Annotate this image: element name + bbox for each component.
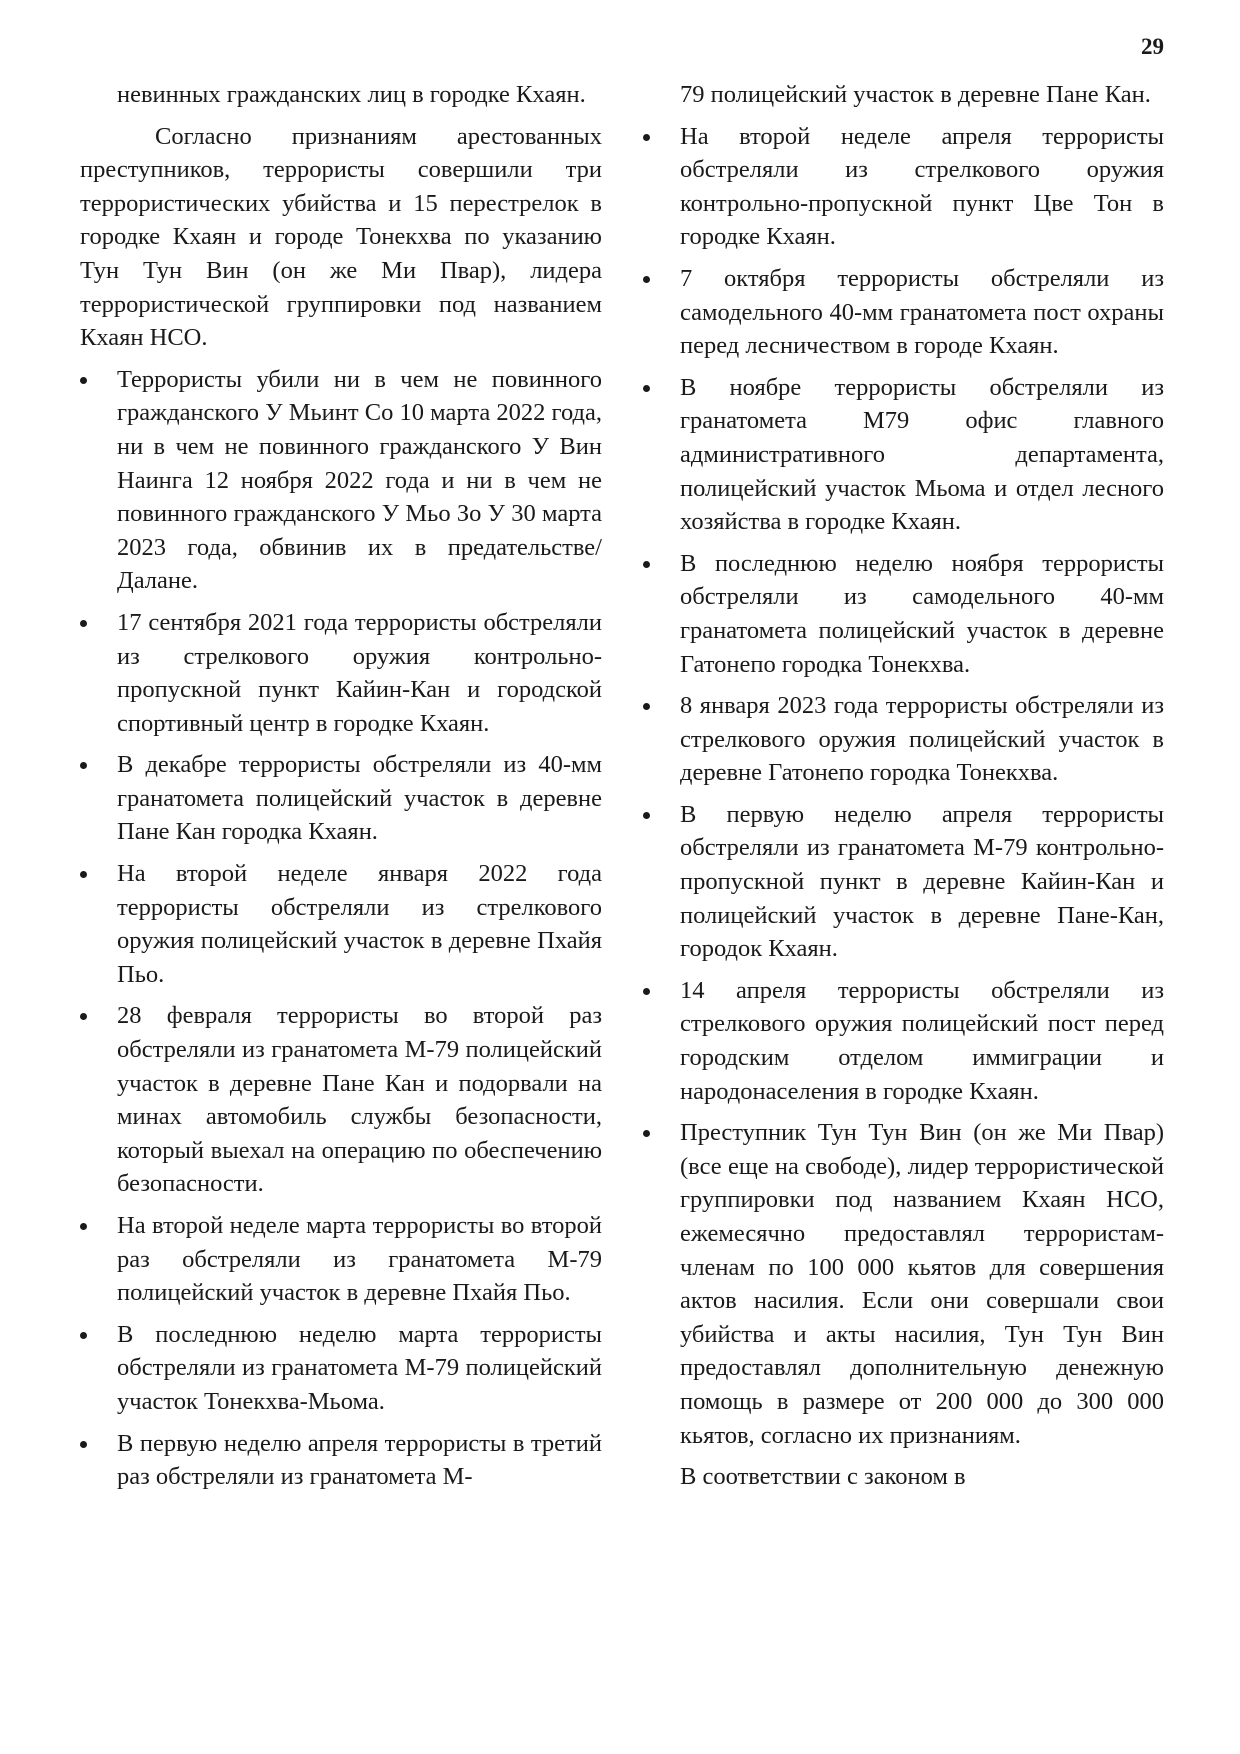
left-bullet-list <box>80 363 602 1494</box>
list-item: Террористы убили ни в чем не повинного гражданского У Мьинт Со 10 марта 2022 года, ни в чем не повинного гражданского У Вин Наинга 12 ноября 2022 года и ни в чем не повинного гражданского У Мьо Зо У 30 марта 2023 года, обвинив их в предательстве/ Далане. <box>80 363 602 598</box>
list-item: На второй неделе апреля террористы обстреляли из стрелкового оружия контрольно-пропускной пункт Цве Тон в городке Кхаян. <box>643 120 1164 254</box>
intro-paragraph: Согласно признаниям арестованных преступников, террористы совершили три террористических убийства и 15 перестрелок в городке Кхаян и городе Тонекхва по указанию Тун Тун Вин (он же Ми Пвар), лидера террористической группировки под названием Кхаян НСО. <box>80 122 602 352</box>
list-item: В последнюю неделю ноября террористы обстреляли из самодельного 40-мм гранатомета полицейский участок в деревне Гатонепо городка Тонекхва. <box>643 547 1164 681</box>
list-item: 8 января 2023 года террористы обстреляли из стрелкового оружия полицейский участок в деревне Гатонепо городка Тонекхва. <box>643 689 1164 790</box>
list-item: 17 сентября 2021 года террористы обстреляли из стрелкового оружия контрольно-пропускной пункт Кайин-Кан и городской спортивный центр в городке Кхаян. <box>80 606 602 740</box>
continuation-text: невинных гражданских лиц в городке Кхаян. <box>117 81 586 108</box>
list-item: 7 октября террористы обстреляли из самодельного 40-мм гранатомета пост охраны перед лесничеством в городе Кхаян. <box>643 262 1164 363</box>
list-item: В первую неделю апреля террористы обстреляли из гранатомета М-79 контрольно-пропускной пункт в деревне Кайин-Кан и полицейский участок в деревне Пане-Кан, городок Кхаян. <box>643 798 1164 966</box>
right-column <box>643 78 1164 1502</box>
continuation-text: 79 полицейский участок в деревне Пане Кан. <box>680 81 1151 108</box>
list-item: В ноябре террористы обстреляли из гранатомета М79 офис главного административного департамента, полицейский участок Мьома и отдел лесного хозяйства в городке Кхаян. <box>643 371 1164 539</box>
page-number: 29 <box>1141 34 1164 59</box>
list-item: 28 февраля террористы во второй раз обстреляли из гранатомета М-79 полицейский участок в деревне Пане Кан и подорвали на минах автомобиль службы безопасности, который выехал на операцию по обеспечению безопасности. <box>80 999 602 1201</box>
list-item: В первую неделю апреля террористы в третий раз обстреляли из гранатомета М- <box>80 1427 602 1494</box>
list-item: Преступник Тун Тун Вин (он же Ми Пвар) (все еще на свободе), лидер террористической группировки под названием Кхаян НСО, ежемесячно предоставлял террористам-членам по 100 000 кьятов для совершения актов насилия. Если они совершали свои убийства и акты насилия, Тун Тун Вин предоставлял дополнительную денежную помощь в размере от 200 000 до 300 000 кьятов, согласно их признаниям. <box>643 1116 1164 1452</box>
list-item: В последнюю неделю марта террористы обстреляли из гранатомета М-79 полицейский участок Тонекхва-Мьома. <box>80 1318 602 1419</box>
closing-paragraph: В соответствии с законом в <box>680 1463 966 1491</box>
left-column <box>80 78 602 1502</box>
list-item: В декабре террористы обстреляли из 40-мм гранатомета полицейский участок в деревне Пане Кан городка Кхаян. <box>80 748 602 849</box>
list-item: 14 апреля террористы обстреляли из стрелкового оружия полицейский пост перед городским отделом иммиграции и народонаселения в городке Кхаян. <box>643 974 1164 1108</box>
list-item: На второй неделе января 2022 года террористы обстреляли из стрелкового оружия полицейский участок в деревне Пхайя Пьо. <box>80 857 602 991</box>
list-item: На второй неделе марта террористы во второй раз обстреляли из гранатомета М-79 полицейский участок в деревне Пхайя Пьо. <box>80 1209 602 1310</box>
right-bullet-list <box>643 120 1164 1453</box>
